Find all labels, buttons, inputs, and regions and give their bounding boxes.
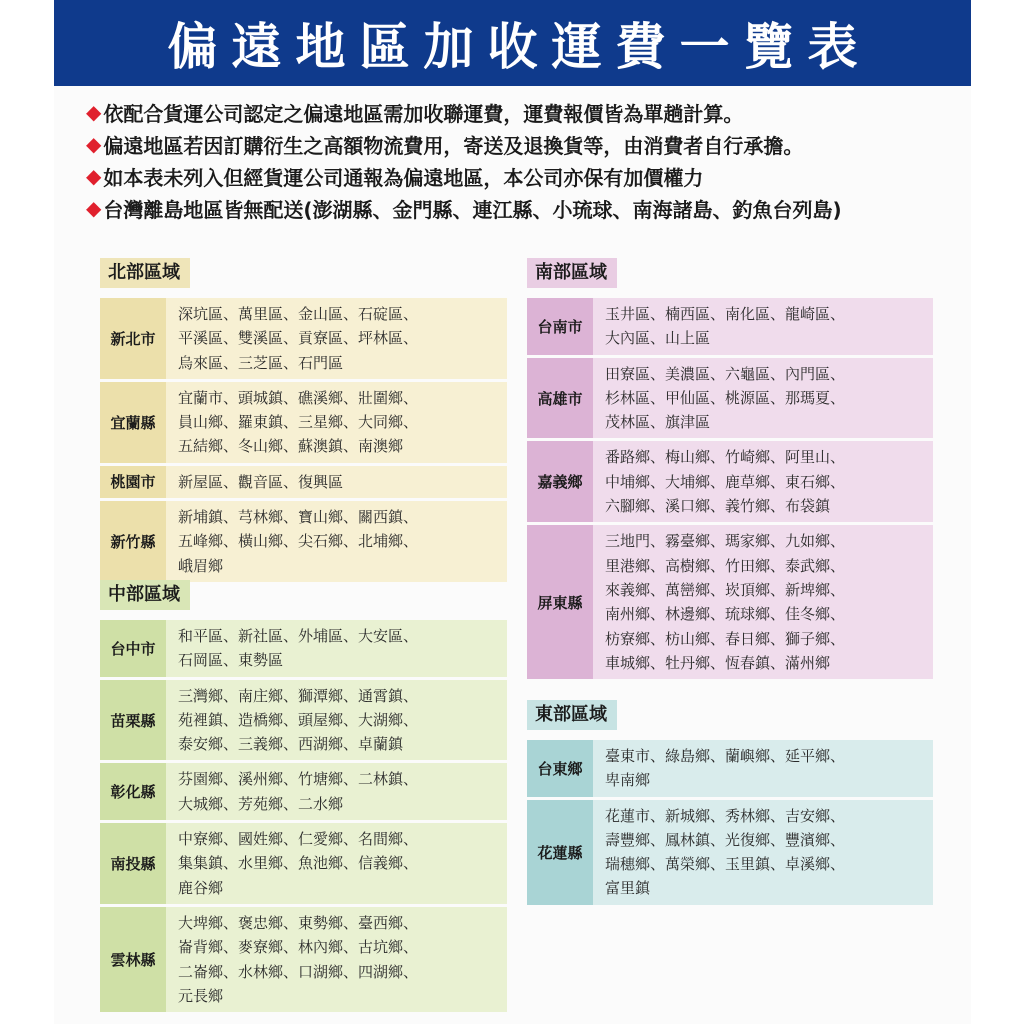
county-name: 台南市 — [527, 298, 593, 355]
area-list — [593, 358, 933, 439]
area-line: 六腳鄉、溪口鄉、義竹鄉、布袋鎮 — [605, 497, 831, 516]
area-line: 新埔鎮、芎林鄉、寶山鄉、關西鎮、 — [178, 508, 419, 527]
county-name: 桃園市 — [100, 466, 166, 498]
note-item — [86, 96, 966, 128]
area-line: 和平區、新社區、外埔區、大安區、 — [178, 627, 419, 645]
area-line: 苑裡鎮、造橋鄉、頭屋鄉、大湖鄉、 — [178, 710, 419, 729]
area-line: 富里鎮 — [605, 879, 651, 898]
area-list — [166, 501, 507, 582]
area-line: 大埤鄉、褒忠鄉、東勢鄉、臺西鄉、 — [178, 913, 419, 932]
table-row — [100, 466, 507, 498]
north-region — [100, 258, 507, 585]
note-text: 偏遠地區若因訂購衍生之高額物流費用，寄送及退換貨等，由消費者自行承擔。 — [103, 133, 804, 158]
area-list — [166, 763, 507, 820]
area-line: 中埔鄉、大埔鄉、鹿草鄉、東石鄉、 — [605, 472, 846, 491]
region-table — [100, 620, 507, 1012]
area-line: 中寮鄉、國姓鄉、仁愛鄉、名間鄉、 — [178, 830, 419, 849]
area-line: 平溪區、雙溪區、貢寮區、坪林區、 — [178, 329, 419, 348]
table-row — [527, 740, 933, 797]
county-name: 花蓮縣 — [527, 800, 593, 905]
area-line: 峨眉鄉 — [178, 556, 224, 575]
table-row — [100, 823, 507, 904]
county-name: 新北市 — [100, 298, 166, 379]
area-line: 杉林區、甲仙區、桃源區、那瑪夏、 — [605, 388, 846, 407]
area-line: 二崙鄉、水林鄉、口湖鄉、四湖鄉、 — [178, 962, 419, 981]
county-name: 宜蘭縣 — [100, 382, 166, 463]
area-line: 里港鄉、高樹鄉、竹田鄉、泰武鄉、 — [605, 556, 846, 575]
note-item — [86, 192, 966, 224]
diamond-bullet-icon: ◆ — [86, 100, 102, 124]
area-line: 瑞穗鄉、萬榮鄉、玉里鎮、卓溪鄉、 — [605, 855, 846, 874]
county-name: 苗栗縣 — [100, 680, 166, 761]
county-name: 新竹縣 — [100, 501, 166, 582]
area-line: 泰安鄉、三義鄉、西湖鄉、卓蘭鎮 — [178, 735, 404, 754]
area-line: 大內區、山上區 — [605, 329, 711, 348]
diamond-bullet-icon: ◆ — [86, 196, 102, 220]
area-line: 田寮區、美濃區、六龜區、內門區、 — [605, 364, 846, 383]
table-row — [100, 501, 507, 582]
area-list — [593, 298, 933, 355]
central-region — [100, 580, 507, 1015]
area-line: 五峰鄉、橫山鄉、尖石鄉、北埔鄉、 — [178, 532, 419, 551]
area-line: 枋寮鄉、枋山鄉、春日鄉、獅子鄉、 — [605, 629, 846, 648]
table-row — [527, 525, 933, 679]
east-region — [527, 700, 933, 908]
notes-list — [86, 96, 966, 224]
note-text: 如本表未列入但經貨運公司通報為偏遠地區，本公司亦保有加價權力 — [103, 165, 704, 190]
area-line: 元長鄉 — [178, 986, 224, 1005]
table-row — [100, 382, 507, 463]
area-list — [166, 298, 507, 379]
page — [54, 0, 971, 1024]
region-table — [527, 298, 933, 679]
area-line: 來義鄉、萬巒鄉、崁頂鄉、新埤鄉、 — [605, 580, 846, 599]
area-line: 卑南鄉 — [605, 771, 651, 790]
note-text: 依配合貨運公司認定之偏遠地區需加收聯運費，運費報價皆為單趟計算。 — [103, 101, 744, 126]
area-line: 三灣鄉、南庄鄉、獅潭鄉、通霄鎮、 — [178, 686, 419, 705]
area-line: 深坑區、萬里區、金山區、石碇區、 — [178, 305, 419, 323]
region-table — [527, 740, 933, 905]
area-line: 烏來區、三芝區、石門區 — [178, 353, 344, 372]
area-list — [166, 620, 507, 677]
region-title: 南部區域 — [527, 258, 617, 288]
area-line: 鹿谷鄉 — [178, 878, 224, 897]
area-line: 番路鄉、梅山鄉、竹崎鄉、阿里山、 — [605, 448, 846, 467]
region-title: 東部區域 — [527, 700, 617, 730]
note-text: 台灣離島地區皆無配送(澎湖縣、金門縣、連江縣、小琉球、南海諸島、釣魚台列島) — [103, 197, 842, 222]
county-name: 台東鄉 — [527, 740, 593, 797]
page-title: 偏遠地區加收運費一覽表 — [167, 18, 872, 76]
area-line: 五結鄉、冬山鄉、蘇澳鎮、南澳鄉 — [178, 437, 404, 456]
county-name: 台中市 — [100, 620, 166, 677]
area-line: 壽豐鄉、鳳林鎮、光復鄉、豐濱鄉、 — [605, 830, 846, 849]
area-list — [166, 466, 507, 498]
county-name: 南投縣 — [100, 823, 166, 904]
county-name: 高雄市 — [527, 358, 593, 439]
area-line: 南州鄉、林邊鄉、琉球鄉、佳冬鄉、 — [605, 605, 846, 624]
area-line: 大城鄉、芳苑鄉、二水鄉 — [178, 794, 344, 813]
table-row — [100, 907, 507, 1012]
title-banner — [54, 0, 971, 86]
county-name: 嘉義鄉 — [527, 441, 593, 522]
area-list — [593, 441, 933, 522]
area-line: 新屋區、觀音區、復興區 — [178, 472, 344, 491]
area-line: 花蓮市、新城鄉、秀林鄉、吉安鄉、 — [605, 806, 846, 825]
county-name: 雲林縣 — [100, 907, 166, 1012]
area-line: 宜蘭市、頭城鎮、礁溪鄉、壯圍鄉、 — [178, 388, 419, 407]
area-line: 芬園鄉、溪州鄉、竹塘鄉、二林鎮、 — [178, 770, 419, 789]
area-line: 車城鄉、牡丹鄉、恆春鎮、滿州鄉 — [605, 653, 831, 672]
table-row — [527, 358, 933, 439]
table-row — [100, 763, 507, 820]
table-row — [527, 298, 933, 355]
diamond-bullet-icon: ◆ — [86, 164, 102, 188]
area-line: 茂林區、旗津區 — [605, 413, 711, 432]
region-table — [100, 298, 507, 582]
area-list — [593, 800, 933, 905]
area-line: 石岡區、東勢區 — [178, 651, 284, 670]
table-row — [527, 441, 933, 522]
area-line: 崙背鄉、麥寮鄉、林內鄉、古坑鄉、 — [178, 938, 419, 957]
south-region — [527, 258, 933, 682]
table-row — [100, 620, 507, 677]
area-list — [593, 525, 933, 679]
diamond-bullet-icon: ◆ — [86, 132, 102, 156]
table-row — [100, 298, 507, 379]
county-name: 彰化縣 — [100, 763, 166, 820]
table-row — [100, 680, 507, 761]
area-list — [593, 740, 933, 797]
area-line: 集集鎮、水里鄉、魚池鄉、信義鄉、 — [178, 854, 419, 873]
note-item — [86, 128, 966, 160]
region-title: 中部區域 — [100, 580, 190, 610]
region-title: 北部區域 — [100, 258, 190, 288]
table-row — [527, 800, 933, 905]
area-line: 三地門、霧臺鄉、瑪家鄉、九如鄉、 — [605, 532, 846, 551]
area-list — [166, 823, 507, 904]
area-list — [166, 680, 507, 761]
area-line: 臺東市、綠島鄉、蘭嶼鄉、延平鄉、 — [605, 747, 846, 765]
county-name: 屏東縣 — [527, 525, 593, 679]
area-list — [166, 382, 507, 463]
area-line: 玉井區、楠西區、南化區、龍崎區、 — [605, 305, 846, 323]
area-list — [166, 907, 507, 1012]
area-line: 員山鄉、羅東鎮、三星鄉、大同鄉、 — [178, 413, 419, 432]
note-item — [86, 160, 966, 192]
